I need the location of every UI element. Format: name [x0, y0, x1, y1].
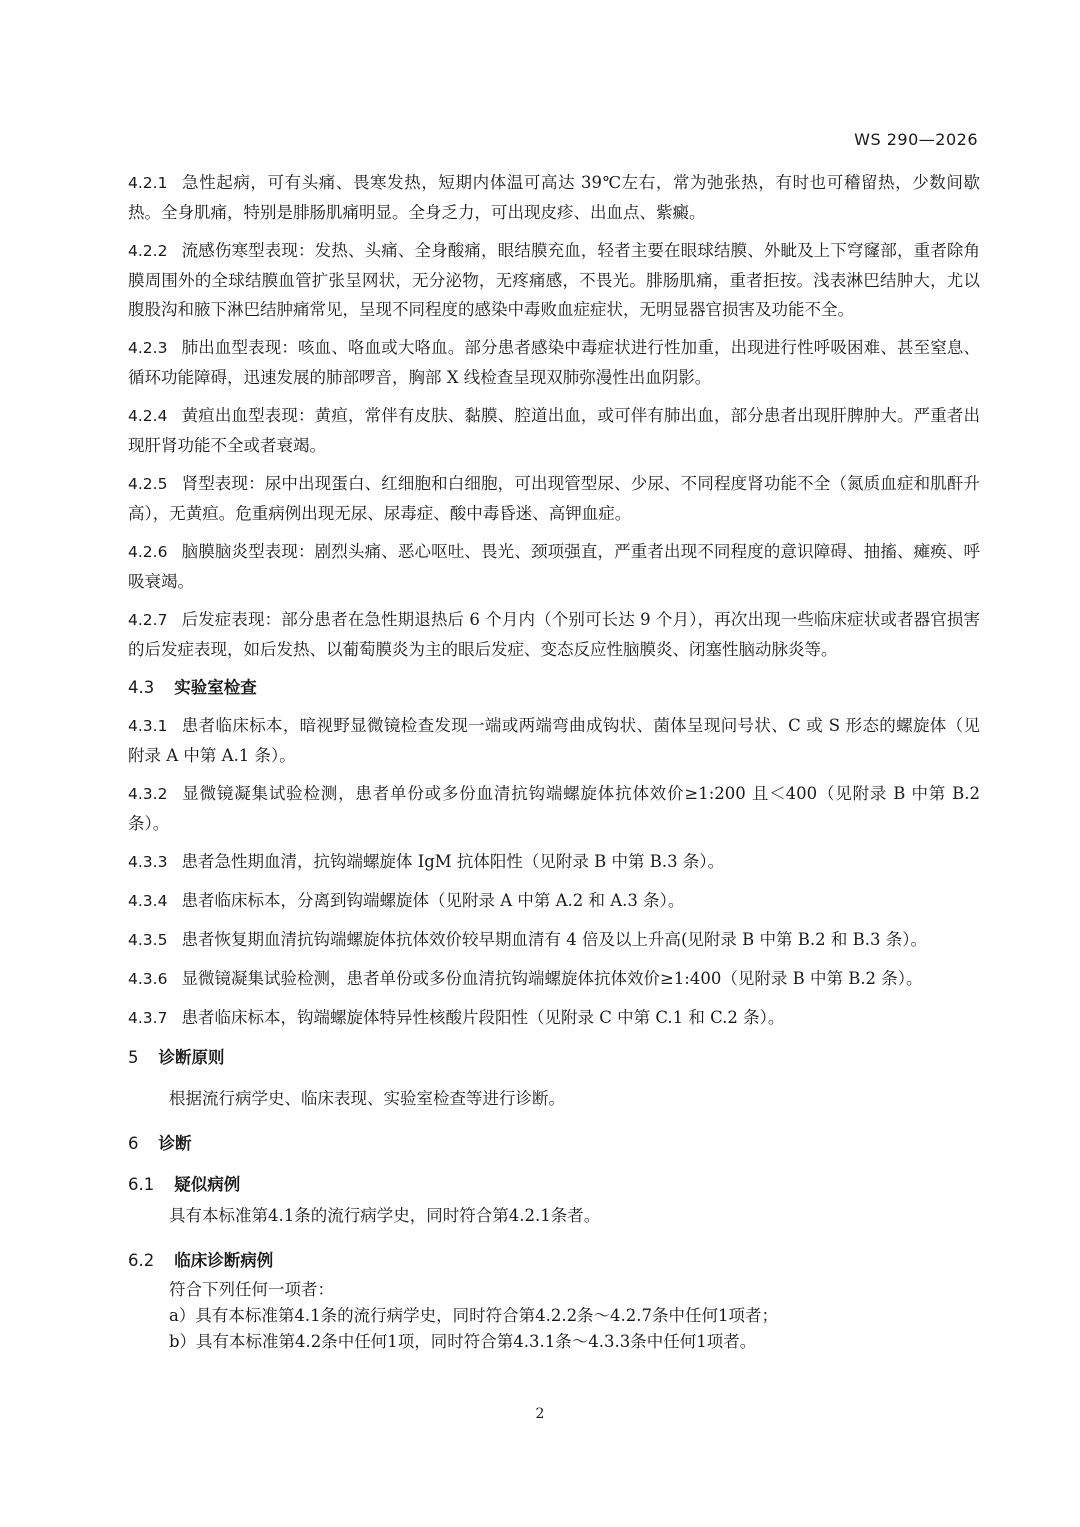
section-6-2-intro: 符合下列任何一项者： — [169, 1280, 334, 1299]
clause-number: 4.3.2 — [128, 785, 168, 803]
section-heading-5 — [128, 1043, 980, 1072]
section-number: 6.2 — [128, 1251, 155, 1270]
clause-text: 显微镜凝集试验检测，患者单份或多份血清抗钩端螺旋体抗体效价≥1:400（见附录 B 中第 B.2 条）。 — [181, 969, 923, 988]
clause-number: 4.2.6 — [128, 543, 168, 561]
clause-number: 4.3.3 — [128, 853, 168, 871]
clause-4-2-6 — [128, 537, 980, 596]
document-body — [128, 168, 980, 1355]
clause-text: 患者临床标本，暗视野显微镜检查发现一端或两端弯曲成钩状、菌体呈现问号状、C 或 S 形态的螺旋体（见附录 A 中第 A.1 条）。 — [128, 716, 980, 765]
clause-4-3-1 — [128, 711, 980, 770]
section-heading-6-2 — [128, 1246, 980, 1275]
clause-text: 黄疸出血型表现：黄疸，常伴有皮肤、黏膜、腔道出血，或可伴有肺出血，部分患者出现肝脾肿大。严重者出现肝肾功能不全或者衰竭。 — [128, 406, 980, 455]
clause-text: 患者临床标本，分离到钩端螺旋体（见附录 A 中第 A.2 和 A.3 条）。 — [181, 891, 685, 910]
clause-text: 患者临床标本，钩端螺旋体特异性核酸片段阳性（见附录 C 中第 C.1 和 C.2 条）。 — [181, 1008, 785, 1027]
clause-number: 4.2.7 — [128, 611, 168, 629]
list-item: b）具有本标准第4.2条中任何1项，同时符合第4.3.1条～4.3.3条中任何1项者。 — [169, 1332, 757, 1351]
clause-4-2-3 — [128, 333, 980, 392]
section-title: 临床诊断病例 — [174, 1251, 274, 1270]
page-number: 2 — [535, 1406, 545, 1422]
clause-4-3-5 — [128, 925, 980, 955]
section-title: 诊断 — [158, 1134, 192, 1153]
clause-4-3-2 — [128, 779, 980, 838]
clause-4-2-5 — [128, 469, 980, 528]
clause-4-3-3 — [128, 847, 980, 877]
clause-4-3-4 — [128, 886, 980, 916]
clause-number: 4.2.1 — [128, 174, 168, 192]
document-code: WS 290—2026 — [854, 130, 978, 149]
section-title: 实验室检查 — [174, 678, 257, 697]
clause-number: 4.3.7 — [128, 1009, 168, 1027]
clause-number: 4.3.1 — [128, 717, 168, 735]
clause-number: 4.2.2 — [128, 242, 168, 260]
section-6-1-text: 具有本标准第4.1条的流行病学史，同时符合第4.2.1条者。 — [169, 1206, 601, 1225]
clause-text: 脑膜脑炎型表现：剧烈头痛、恶心呕吐、畏光、颈项强直，严重者出现不同程度的意识障碍、抽搐、瘫痪、呼吸衰竭。 — [128, 542, 980, 591]
section-title: 诊断原则 — [158, 1048, 225, 1067]
clause-text: 显微镜凝集试验检测，患者单份或多份血清抗钩端螺旋体抗体效价≥1:200 且＜400（见附录 B 中第 B.2 条）。 — [128, 784, 980, 833]
section-heading-6 — [128, 1129, 980, 1158]
clause-number: 4.3.6 — [128, 970, 168, 988]
clause-text: 患者恢复期血清抗钩端螺旋体抗体效价较早期血清有 4 倍及以上升高(见附录 B 中第 B.2 和 B.3 条）。 — [181, 930, 927, 949]
clause-text: 后发症表现：部分患者在急性期退热后 6 个月内（个别可长达 9 个月），再次出现一些临床症状或者器官损害的后发症表现，如后发热、以葡萄膜炎为主的眼后发症、变态反应性脑膜炎、闭塞性脑动脉炎等。 — [128, 610, 980, 659]
clause-4-2-7 — [128, 605, 980, 664]
clause-number: 4.3.5 — [128, 931, 168, 949]
clause-number: 4.3.4 — [128, 892, 168, 910]
section-heading-6-1 — [128, 1170, 980, 1199]
section-number: 5 — [128, 1048, 139, 1067]
clause-4-2-2 — [128, 236, 980, 324]
clause-text: 肺出血型表现：咳血、咯血或大咯血。部分患者感染中毒症状进行性加重，出现进行性呼吸困难、甚至窒息、循环功能障碍，迅速发展的肺部啰音，胸部 X 线检查呈现双肺弥漫性出血阴影。 — [128, 338, 980, 387]
clause-number: 4.2.3 — [128, 339, 168, 357]
clause-text: 流感伤寒型表现：发热、头痛、全身酸痛，眼结膜充血，轻者主要在眼球结膜、外眦及上下穹窿部，重者除角膜周围外的全球结膜血管扩张呈网状，无分泌物，无疼痛感，不畏光。腓肠肌痛，重者拒按。浅表淋巴结肿大，尤以腹股沟和腋下淋巴结肿痛常见，呈现不同程度的感染中毒败血症症状，无明显器官损害及功能不全。 — [128, 241, 980, 319]
clause-text: 患者急性期血清，抗钩端螺旋体 IgM 抗体阳性（见附录 B 中第 B.3 条）。 — [181, 852, 725, 871]
section-title: 疑似病例 — [174, 1175, 241, 1194]
clause-4-2-4 — [128, 401, 980, 460]
clause-number: 4.2.5 — [128, 475, 168, 493]
section-heading-4-3 — [128, 673, 980, 702]
list-item: a）具有本标准第4.1条的流行病学史，同时符合第4.2.2条～4.2.7条中任何1项者； — [169, 1306, 779, 1325]
clause-number: 4.2.4 — [128, 407, 168, 425]
clause-text: 急性起病，可有头痛、畏寒发热，短期内体温可高达 39℃左右，常为弛张热，有时也可稽留热，少数间歇热。全身肌痛，特别是腓肠肌痛明显。全身乏力，可出现皮疹、出血点、紫癜。 — [128, 173, 980, 222]
clause-4-3-7 — [128, 1003, 980, 1033]
section-5-text: 根据流行病学史、临床表现、实验室检查等进行诊断。 — [169, 1089, 565, 1108]
section-number: 4.3 — [128, 678, 155, 697]
clause-text: 肾型表现：尿中出现蛋白、红细胞和白细胞，可出现管型尿、少尿、不同程度肾功能不全（氮质血症和肌酐升高），无黄疸。危重病例出现无尿、尿毒症、酸中毒昏迷、高钾血症。 — [128, 474, 980, 523]
section-number: 6 — [128, 1134, 139, 1153]
clause-4-2-1 — [128, 168, 980, 227]
section-number: 6.1 — [128, 1175, 155, 1194]
clause-4-3-6 — [128, 964, 980, 994]
